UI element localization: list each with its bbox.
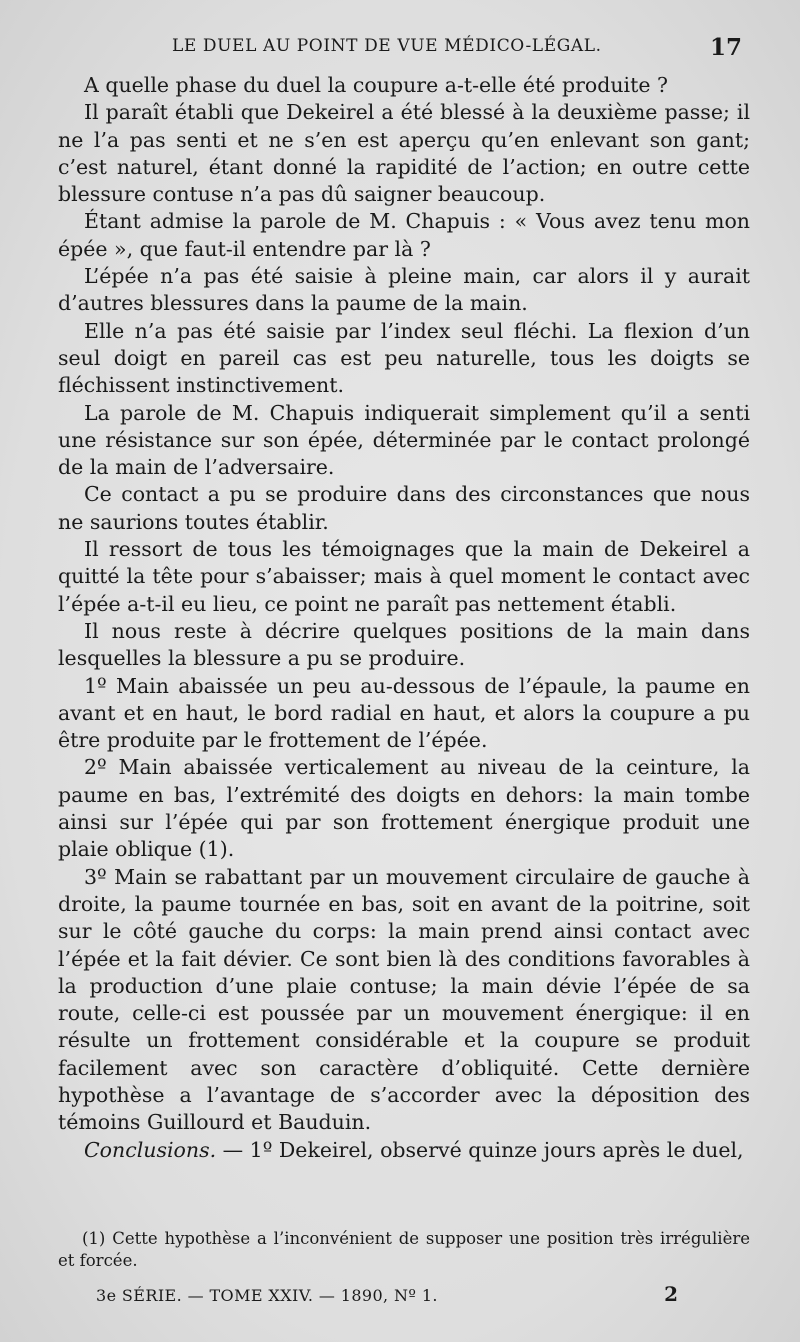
paragraph: Elle n’a pas été saisie par l’index seul fléchi. La flexion d’un seul doigt en pareil cas est peu naturelle, tous les doigts se fléchissent instinctivement. xyxy=(58,318,750,398)
paragraph: La parole de M. Chapuis indiquerait simplement qu’il a senti une résistance sur son épée, déterminée par le contact prolongé de la main de l’adversaire. xyxy=(58,400,750,480)
paragraph: Il paraît établi que Dekeirel a été blessé à la deuxième passe; il ne l’a pas senti et ne s’en est aperçu qu’en enlevant son gant; c’est naturel, étant donné la rapidité de l’action; en outre cette blessure contuse n’a pas dû saigner beaucoup. xyxy=(58,100,750,207)
conclusions-paragraph xyxy=(58,1137,750,1164)
paragraph: Il nous reste à décrire quelques positions de la main dans lesquelles la blessure a pu se produire. xyxy=(58,618,750,671)
series-volume-line: 3e SÉRIE. — TOME XXIV. — 1890, Nº 1. xyxy=(96,1286,438,1305)
signature-line xyxy=(96,1282,750,1316)
paragraph: 1º Main abaissée un peu au-dessous de l’épaule, la paume en avant et en haut, le bord radial en haut, et alors la coupure a pu être produite par le frottement de l’épée. xyxy=(58,673,750,753)
paragraph: L’épée n’a pas été saisie à pleine main, car alors il y aurait d’autres blessures dans la paume de la main. xyxy=(58,264,750,316)
running-head xyxy=(60,36,772,66)
paragraph: 3º Main se rabattant par un mouvement circulaire de gauche à droite, la paume tournée en bas, soit en avant de la poitrine, soit sur le côté gauche du corps: la main prend ainsi contact avec l’épée et la fait dévier. Ce sont bien là des conditions favorables à la production d’une plaie contuse; la main dévie l’épée de sa route, celle-ci est poussée par un mouvement énergique: il en résulte un frottement considérable et la coupure se produit facilement avec son caractère d’obliquité. Cette dernière hypothèse a l’avantage de s’accorder avec la déposition des témoins Guillourd et Bauduin. xyxy=(58,864,750,1135)
paragraph: Ce contact a pu se produire dans des circonstances que nous ne saurions toutes établir. xyxy=(58,482,750,534)
running-title: LE DUEL AU POINT DE VUE MÉDICO-LÉGAL. xyxy=(172,36,602,56)
paragraph: Étant admise la parole de M. Chapuis : « Vous avez tenu mon épée », que faut-il entendre par là ? xyxy=(58,209,750,261)
signature-mark: 2 xyxy=(664,1282,678,1306)
conclusions-text: — 1º Dekeirel, observé quinze jours après le duel, xyxy=(216,1137,744,1162)
footnote: (1) Cette hypothèse a l’inconvénient de supposer une position très irrégulière et forcée. xyxy=(58,1229,750,1270)
paragraph: Il ressort de tous les témoignages que la main de Dekeirel a quitté la tête pour s’abaisser; mais à quel moment le contact avec l’épée a-t-il eu lieu, ce point ne paraît pas nettement établi. xyxy=(58,537,750,616)
footnotes xyxy=(58,1228,750,1272)
page-number: 17 xyxy=(709,34,742,61)
body-text xyxy=(58,72,750,1164)
conclusions-label: Conclusions. xyxy=(84,1137,217,1162)
paragraph: A quelle phase du duel la coupure a-t-elle été produite ? xyxy=(84,73,668,97)
paragraph: 2º Main abaissée verticalement au niveau de la ceinture, la paume en bas, l’extrémité des doigts en dehors: la main tombe ainsi sur l’épée qui par son frottement énergique produit une plaie oblique (1). xyxy=(58,755,750,862)
